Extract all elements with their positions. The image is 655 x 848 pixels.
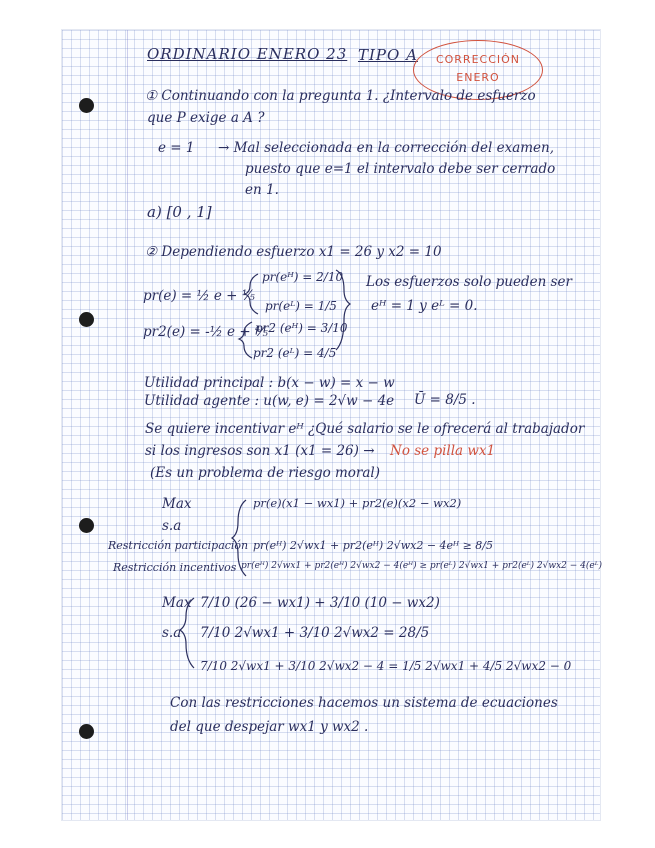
pr2-eh: pr2 (eᴴ) = 3/10: [255, 321, 348, 335]
brace-problem-2: [180, 598, 194, 668]
stamp-line-1: CORRECCIÓN: [435, 53, 521, 66]
q1-explanation-2: puesto que e=1 el intervalo debe ser cerrado: [245, 161, 556, 177]
tipo-label: TIPO A: [358, 46, 418, 64]
participation-constraint: pr(eᴴ) 2√wx1 + pr2(eᴴ) 2√wx2 − 4eᴴ ≥ 8/5: [253, 539, 493, 552]
q1-explanation-3: en 1.: [245, 182, 279, 198]
question-line-3: (Es un problema de riesgo moral): [150, 465, 381, 481]
sa-label-1: s.a: [162, 518, 182, 534]
stamp-line-2: ENERO: [456, 71, 500, 84]
question-line-1: Se quiere incentivar eᴴ ¿Qué salario se le ofrecerá al trabajador: [145, 421, 585, 437]
sa-label-2: s.a: [162, 625, 182, 641]
participation-label: Restricción participación: [108, 539, 249, 552]
pr1-definition: pr(e) = ½ e + ⅕: [143, 288, 255, 304]
q2-heading: ② Dependiendo esfuerzo x1 = 26 y x2 = 10: [145, 244, 442, 260]
q1-line-1: ① Continuando con la pregunta 1. ¿Intervalo de esfuerzo: [145, 88, 536, 104]
pr2-el: pr2 (eᴸ) = 4/5: [253, 346, 337, 360]
max-label-2: Max: [162, 595, 192, 611]
q1-line-2: que P exige a A ?: [147, 110, 265, 126]
page-title: ORDINARIO ENERO 23: [147, 45, 348, 63]
q1-explanation-1: → Mal seleccionada en la corrección del examen,: [218, 140, 555, 156]
brace-problem-1: [232, 500, 246, 576]
incentive-constraint: pr(eᴴ) 2√wx1 + pr2(eᴴ) 2√wx2 − 4(eᴴ) ≥ pr(eᴸ) 2√wx1 + pr2(eᴸ) 2√wx2 − 4(eᴸ): [241, 561, 602, 571]
constraint-2b: 7/10 2√wx1 + 3/10 2√wx2 − 4 = 1/5 2√wx1 + 4/5 2√wx2 − 0: [200, 659, 572, 673]
utility-principal: Utilidad principal : b(x − w) = x − w: [144, 375, 395, 391]
objective-2: 7/10 (26 − wx1) + 3/10 (10 − wx2): [200, 595, 440, 611]
closing-line-2: del que despejar wx1 y wx2 .: [170, 719, 369, 735]
red-annotation: No se pilla wx1: [390, 443, 496, 459]
utility-agent: Utilidad agente : u(w, e) = 2√w − 4e: [144, 393, 395, 409]
effort-note-2: eᴴ = 1 y eᴸ = 0.: [371, 298, 478, 314]
constraint-2a: 7/10 2√wx1 + 3/10 2√wx2 = 28/5: [200, 625, 430, 641]
max-label-1: Max: [162, 496, 192, 512]
question-line-2: si los ingresos son x1 (x1 = 26) →: [145, 443, 375, 459]
incentive-label: Restricción incentivos: [113, 561, 237, 574]
effort-note-1: Los esfuerzos solo pueden ser: [366, 274, 572, 290]
pr1-el: pr(eᴸ) = 1/5: [265, 299, 337, 313]
left-brace-pr1: [245, 274, 258, 314]
objective-1: pr(e)(x1 − wx1) + pr2(e)(x2 − wx2): [253, 496, 462, 510]
pr2-definition: pr2(e) = -½ e + ⅘: [143, 324, 269, 340]
right-brace-q2: [336, 270, 350, 350]
q1-condition: e = 1: [158, 140, 195, 156]
pr1-eh: pr(eᴴ) = 2/10: [262, 270, 344, 284]
q1-answer: a) [0 , 1]: [147, 203, 212, 221]
left-brace-pr2: [239, 322, 252, 358]
reservation-utility: Ū = 8/5 .: [414, 392, 476, 408]
closing-line-1: Con las restricciones hacemos un sistema de ecuaciones: [170, 695, 558, 711]
